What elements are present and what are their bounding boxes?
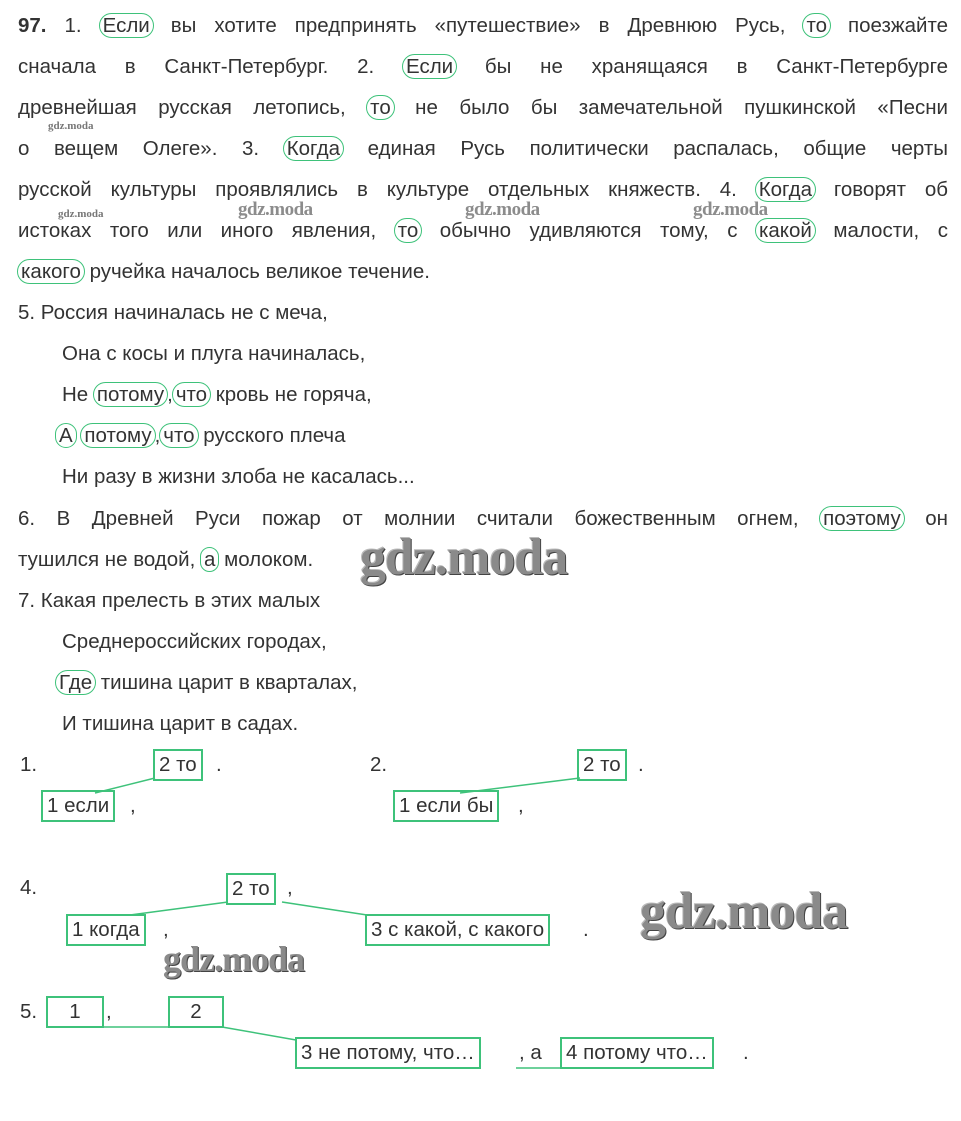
text-line-8: 5. Россия начиналась не с меча, [18, 301, 328, 324]
scheme-5-number: 5. [20, 1000, 38, 1023]
circled-word: Когда [283, 136, 344, 161]
watermark: gdz.moda [360, 529, 568, 586]
scheme-5-clause-2: 2 [168, 996, 224, 1028]
circled-word: а [200, 547, 219, 572]
text-line-17: Где тишина царит в кварталах, [56, 671, 961, 695]
text-line-4: о вещем Олеге». 3. Когда единая Русь политически распалась, общие черты [18, 137, 948, 160]
text-line-9: Она с косы и плуга начиналась, [62, 342, 366, 365]
scheme-2-clause-2: 2 то [577, 749, 627, 781]
circled-word: потому [93, 382, 168, 407]
circled-word: то [366, 95, 395, 120]
scheme-1-number: 1. [20, 753, 38, 776]
scheme-2-clause-1: 1 если бы [393, 790, 499, 822]
text-line-7: какого ручейка началось великое течение. [18, 260, 948, 284]
circled-word: то [394, 218, 423, 243]
scheme-5-clause-4: 4 потому что… [560, 1037, 714, 1069]
circled-word: Когда [755, 177, 816, 202]
watermark: gdz.moda [693, 199, 768, 220]
text-line-18: И тишина царит в садах. [62, 712, 299, 735]
text-line-16: Среднероссийских городах, [62, 630, 327, 653]
text-line-14: тушился не водой, а молоком. [18, 548, 314, 571]
circled-word: какой [755, 218, 816, 243]
text-line-6: истоках того или иного явления, то обычно удивляются тому, с какой малости, с [18, 219, 948, 242]
text-line-12: Ни разу в жизни злоба не касалась... [62, 465, 415, 488]
circled-word: какого [17, 259, 85, 284]
scheme-4-number: 4. [20, 876, 38, 899]
watermark: gdz.moda [48, 120, 94, 132]
watermark: gdz.moda [238, 199, 313, 220]
circled-word: что [159, 423, 198, 448]
circled-word: Если [99, 13, 154, 38]
text-line-2: сначала в Санкт-Петербург. 2. Если бы не хранящаяся в Санкт-Петербурге [18, 55, 948, 78]
watermark: gdz.moda [465, 199, 540, 220]
exercise-number: 97. [18, 14, 47, 37]
text-line-1: 97. 1. Если вы хотите предпринять «путешествие» в Древнюю Русь, то поезжайте [18, 14, 949, 37]
text-line-5: русской культуры проявлялись в культуре отдельных княжеств. 4. Когда говорят об [18, 178, 948, 201]
text-line-13: 6. В Древней Руси пожар от молнии считали божественным огнем, поэтому он [18, 507, 948, 530]
scheme-4-clause-1: 1 когда [66, 914, 146, 946]
watermark: gdz.moda [163, 939, 305, 979]
circled-word: что [172, 382, 211, 407]
circled-word: А [55, 423, 77, 448]
scheme-5-clause-1: 1 [46, 996, 104, 1028]
circled-word: то [802, 13, 831, 38]
watermark: gdz.moda [58, 208, 104, 220]
text-line-15: 7. Какая прелесть в этих малых [18, 589, 321, 612]
text-line-10: Не потому , что кровь не горяча, [62, 383, 372, 406]
watermark: gdz.moda [640, 883, 848, 940]
circled-word: поэтому [819, 506, 905, 531]
circled-word: Если [402, 54, 457, 79]
scheme-1-clause-1: 1 если [41, 790, 115, 822]
circled-word: Где [55, 670, 96, 695]
scheme-4-clause-2: 2 то [226, 873, 276, 905]
text-line-3: древнейшая русская летопись, то не было бы замечательной пушкинской «Песни [18, 96, 948, 119]
scheme-4-clause-3: 3 с какой, с какого [365, 914, 550, 946]
scheme-1-clause-2: 2 то [153, 749, 203, 781]
circled-word: потому [80, 423, 155, 448]
scheme-2-number: 2. [370, 753, 388, 776]
scheme-5-clause-3: 3 не потому, что… [295, 1037, 481, 1069]
text-line-11: А потому , что русского плеча [56, 424, 961, 448]
